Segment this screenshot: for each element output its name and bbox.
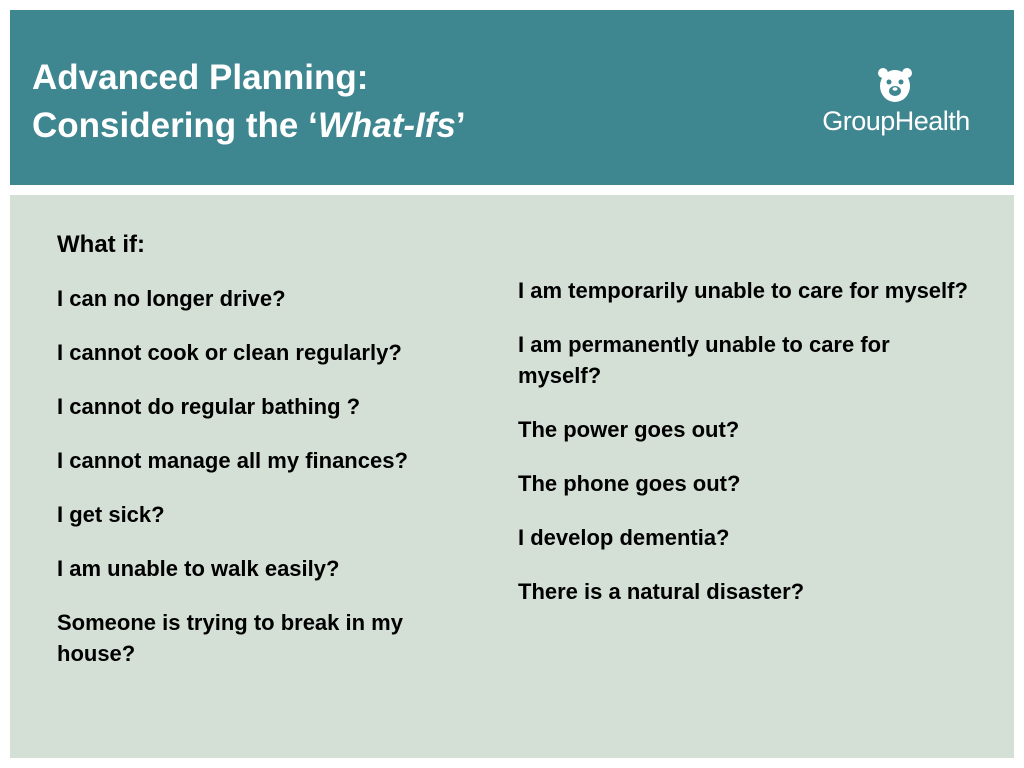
left-question-list [57, 283, 477, 692]
list-item: The phone goes out? [518, 471, 741, 496]
title-emphasis: What-Ifs [317, 106, 456, 145]
title-line-2-suffix: ’ [455, 106, 466, 145]
bear-crest-icon [875, 66, 915, 104]
list-item: I can no longer drive? [57, 286, 286, 311]
title-line-2-prefix: Considering the ‘ [32, 106, 318, 145]
slide-title [32, 54, 466, 150]
slide-header [10, 10, 1014, 185]
list-item: I cannot manage all my finances? [57, 448, 408, 473]
right-question-list [518, 275, 968, 630]
list-item: I cannot cook or clean regularly? [57, 340, 402, 365]
title-line-2 [32, 102, 466, 150]
list-item: I develop dementia? [518, 525, 730, 550]
logo-wordmark: GroupHealth [822, 106, 970, 136]
list-item: I am permanently unable to care for myself? [518, 332, 890, 388]
list-item: The power goes out? [518, 417, 740, 442]
slide-body [10, 195, 1014, 758]
list-item: I am temporarily unable to care for myself? [518, 278, 968, 303]
list-item: Someone is trying to break in my house? [57, 610, 403, 666]
list-item: There is a natural disaster? [518, 579, 805, 604]
list-item: I am unable to walk easily? [57, 556, 340, 581]
grouphealth-logo [816, 66, 976, 146]
title-line-1: Advanced Planning: [32, 58, 369, 97]
list-item: I get sick? [57, 502, 165, 527]
what-if-heading: What if: [57, 231, 145, 258]
list-item: I cannot do regular bathing ? [57, 394, 361, 419]
